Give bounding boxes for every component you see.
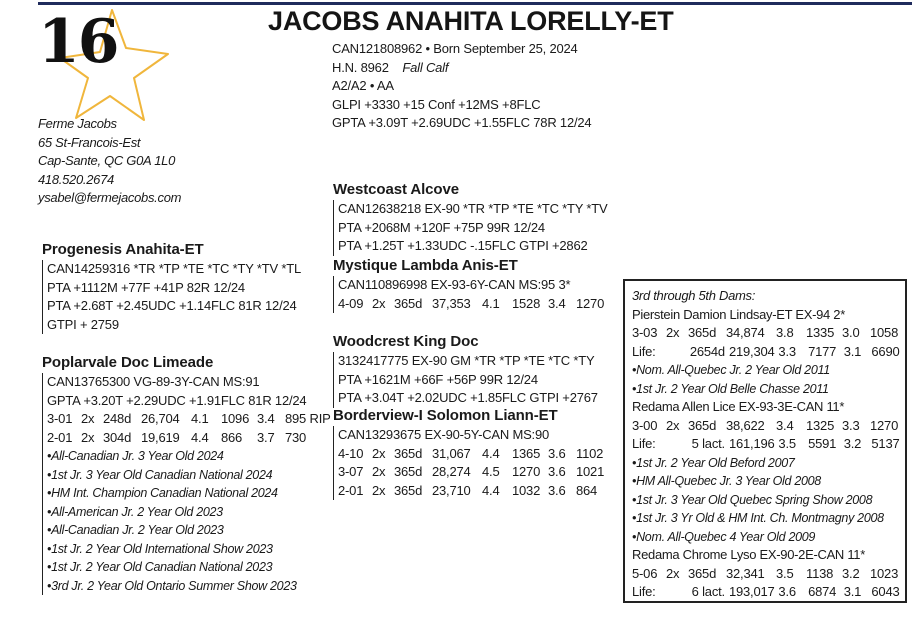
life-row: Life: 5 lact. 161,196 3.5 5591 3.2 5137 [632,436,900,451]
record-row: 5-06 2x 365d 32,341 3.5 1138 3.2 1023 [632,565,899,581]
award-item: •1st Jr. 2 Year Old Canadian National 2023 [47,560,273,574]
second-dam-line: CAN13765300 VG-89-3Y-CAN MS:91 [47,374,260,389]
sire-name: Westcoast Alcove [333,181,459,198]
sire-of-dam-line: PTA +3.04T +2.02UDC +1.85FLC GTPI +2767 [338,390,598,405]
gpta-line: GPTA +3.09T +2.69UDC +1.55FLC 78R 12/24 [332,115,592,130]
award-item: •3rd Jr. 2 Year Old Ontario Summer Show 2023 [47,578,297,593]
owner-info [38,115,181,208]
record-row: 4-09 2x 365d 37,353 4.1 1528 3.4 1270 [338,295,605,311]
award-item: •1st Jr. 2 Year Old Beford 2007 [632,455,795,470]
award-item: •1st Jr. 3 Year Old Canadian National 2024 [47,467,273,482]
sire-block [333,180,608,256]
award-item: •All-Canadian Jr. 3 Year Old 2024 [47,449,224,463]
owner-street: 65 St-Francois-Est [38,134,141,150]
owner-email: ysabel@fermejacobs.com [38,190,182,205]
record-row: 4-10 2x 365d 31,067 4.4 1365 3.6 1102 [338,445,604,461]
dam-line: GTPI + 2759 [47,316,119,332]
registration-line: CAN121808962 • Born September 25, 2024 [332,41,578,56]
record-row: 3-01 2x 248d 26,704 4.1 1096 3.4 895 RIP [47,411,331,426]
award-item: •All-American Jr. 2 Year Old 2023 [47,504,223,519]
sire-dam-block [333,256,610,313]
glpi-line: GLPI +3330 +15 Conf +12MS +8FLC [332,96,541,112]
box-heading: 3rd through 5th Dams: [632,288,756,303]
award-item: •1st Jr. 2 Year Old International Show 2023 [47,541,273,556]
hn-number: H.N. 8962 [332,59,389,75]
box-dam-name: Redama Allen Lice EX-93-3E-CAN 11* [632,399,845,414]
dam-line: PTA +1112M +77F +41P 82R 12/24 [47,279,245,295]
sire-of-dam-line: 3132417775 EX-90 GM *TR *TP *TE *TC *TY [338,353,595,368]
genotype-line: A2/A2 • AA [332,78,394,93]
dam-line: PTA +2.68T +2.45UDC +1.14FLC 81R 12/24 [47,298,297,313]
sire-of-dam-name: Woodcrest King Doc [333,333,479,350]
box-dam-name: Pierstein Damion Lindsay-ET EX-94 2* [632,306,845,322]
award-item: •HM Int. Champion Canadian National 2024 [47,486,278,500]
calf-class: Fall Calf [402,59,449,75]
animal-info [332,40,591,133]
award-item: •1st Jr. 2 Year Old Belle Chasse 2011 [632,381,829,396]
award-item: •Nom. All-Quebec 4 Year Old 2009 [632,529,816,544]
sire-line: PTA +2068M +120F +75P 99R 12/24 [338,219,545,235]
deep-pedigree-box [623,279,907,603]
owner-name: Ferme Jacobs [38,116,117,131]
sire-dam-line: CAN110896998 EX-93-6Y-CAN MS:95 3* [338,277,571,292]
award-item: •Nom. All-Quebec Jr. 2 Year Old 2011 [632,363,830,377]
award-item: •1st Jr. 3 Yr Old & HM Int. Ch. Montmagny 2008 [632,511,884,525]
dam-line: CAN14259316 *TR *TP *TE *TC *TY *TV *TL [47,261,301,276]
sire-of-dam-block [333,332,598,408]
sire-of-dam-line: PTA +1621M +66F +56P 99R 12/24 [338,371,538,387]
sire-line: CAN12638218 EX-90 *TR *TP *TE *TC *TY *TV [338,201,608,216]
dam-block [42,240,301,334]
lot-number: 16 [38,7,118,77]
third-dam-line: CAN13293675 EX-90-5Y-CAN MS:90 [338,427,550,442]
sire-line: PTA +1.25T +1.33UDC -.15FLC GTPI +2862 [338,238,588,253]
award-item: •All-Canadian Jr. 2 Year Old 2023 [47,523,224,537]
award-item: •1st Jr. 3 Year Old Quebec Spring Show 2008 [632,492,873,507]
sire-dam-name: Mystique Lambda Anis-ET [333,257,518,274]
page-title: JACOBS ANAHITA LORELLY-ET [268,6,674,36]
record-row: 3-03 2x 365d 34,874 3.8 1335 3.0 1058 [632,325,899,340]
life-row: Life: 2654d 219,304 3.3 7177 3.1 6690 [632,343,900,359]
record-row: 2-01 2x 304d 19,619 4.4 866 3.7 730 [47,429,307,445]
third-dam-block [333,406,610,500]
record-row: 3-07 2x 365d 28,274 4.5 1270 3.6 1021 [338,464,605,479]
record-row: 2-01 2x 365d 23,710 4.4 1032 3.6 864 [338,482,598,498]
record-row: 3-00 2x 365d 38,622 3.4 1325 3.3 1270 [632,417,899,433]
box-dam-name: Redama Chrome Lyso EX-90-2E-CAN 11* [632,547,865,562]
second-dam-name: Poplarvale Doc Limeade [42,354,214,371]
dam-name: Progenesis Anahita-ET [42,241,204,258]
owner-phone: 418.520.2674 [38,171,114,187]
second-dam-line: GPTA +3.20T +2.29UDC +1.91FLC 81R 12/24 [47,392,307,408]
hn-line [332,59,591,78]
second-dam-block [42,353,331,595]
life-row: Life: 6 lact. 193,017 3.6 6874 3.1 6043 [632,584,900,599]
award-item: •HM All-Quebec Jr. 3 Year Old 2008 [632,474,821,488]
owner-city: Cap-Sante, QC G0A 1L0 [38,153,176,168]
third-dam-name: Borderview-I Solomon Liann-ET [333,407,558,424]
